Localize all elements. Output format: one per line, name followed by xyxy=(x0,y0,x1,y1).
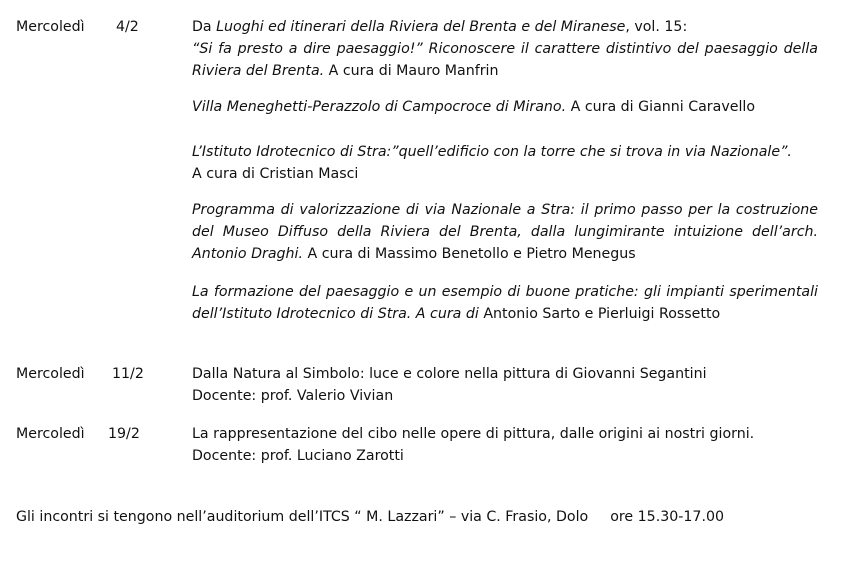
entry-2-title: Dalla Natura al Simbolo: luce e colore nella pittura di Giovanni Segantini xyxy=(192,366,707,382)
entry-3-day xyxy=(16,423,140,445)
entry-3-title: La rappresentazione del cibo nelle opere di pittura, dalle origini ai nostri giorni. xyxy=(192,426,755,442)
intro-suffix: , vol. 15: xyxy=(625,19,688,35)
entry-1-block-4 xyxy=(192,199,818,265)
entry-1-block-5 xyxy=(192,281,818,325)
talk-title: Villa Meneghetti-Perazzolo di Campocroce di Mirano. xyxy=(192,99,567,115)
talk-title: Programma di valorizzazione di via Nazionale a Stra: il primo passo per la costruzione del Museo Diffuso della Riviera del Brenta, dalla lungimirante intuizione dell’arch. Antonio Draghi. xyxy=(192,202,818,262)
entry-3-teacher: Docente: prof. Luciano Zarotti xyxy=(192,448,404,464)
footer-location: Gli incontri si tengono nell’auditorium dell’ITCS “ M. Lazzari” – via C. Frasio, Dolo xyxy=(16,509,589,525)
entry-3-date: 19/2 xyxy=(108,426,140,442)
entry-2-block xyxy=(192,363,818,407)
entry-2-teacher: Docente: prof. Valerio Vivian xyxy=(192,388,394,404)
intro-prefix: Da xyxy=(192,19,217,35)
entry-1-day xyxy=(16,16,139,38)
footer xyxy=(16,506,724,528)
talk-curator: A cura di Mauro Manfrin xyxy=(324,63,499,79)
entry-1-block-3 xyxy=(192,141,818,185)
talk-title: La formazione del paesaggio e un esempio di buone pratiche: gli impianti sperimentali dell’Istituto Idrotecnico di Stra. A cura di xyxy=(192,284,818,322)
entry-2-weekday: Mercoledì xyxy=(16,366,85,382)
series-title: Luoghi ed itinerari della Riviera del Brenta e del Miranese xyxy=(216,19,626,35)
entry-1-date: 4/2 xyxy=(116,19,139,35)
entry-1-talk-2 xyxy=(192,96,818,118)
talk-curator: A cura di Massimo Benetollo e Pietro Menegus xyxy=(302,246,636,262)
entry-1-talk-3-title: L’Istituto Idrotecnico di Stra:”quell’edificio con la torre che si trova in via Nazionale”. xyxy=(192,144,792,160)
entry-3-weekday: Mercoledì xyxy=(16,426,85,442)
talk-curator: Antonio Sarto e Pierluigi Rossetto xyxy=(478,306,721,322)
entry-1-block-2 xyxy=(192,96,818,118)
entry-1-talk-1 xyxy=(192,38,818,82)
entry-2-date: 11/2 xyxy=(112,366,144,382)
entry-1-talk-5 xyxy=(192,281,818,325)
entry-3-block xyxy=(192,423,818,467)
entry-1-talk-3-curator: A cura di Cristian Masci xyxy=(192,166,359,182)
entry-1-intro xyxy=(192,16,818,38)
entry-1-weekday: Mercoledì xyxy=(16,19,85,35)
entry-2-day xyxy=(16,363,144,385)
entry-1-block-1 xyxy=(192,16,818,82)
talk-title: “Si fa presto a dire paesaggio!” Riconoscere il carattere distintivo del paesaggio della Riviera del Brenta. xyxy=(192,41,818,79)
entry-1-talk-4 xyxy=(192,199,818,265)
talk-curator: A cura di Gianni Caravello xyxy=(566,99,756,115)
footer-time: ore 15.30-17.00 xyxy=(610,509,725,525)
